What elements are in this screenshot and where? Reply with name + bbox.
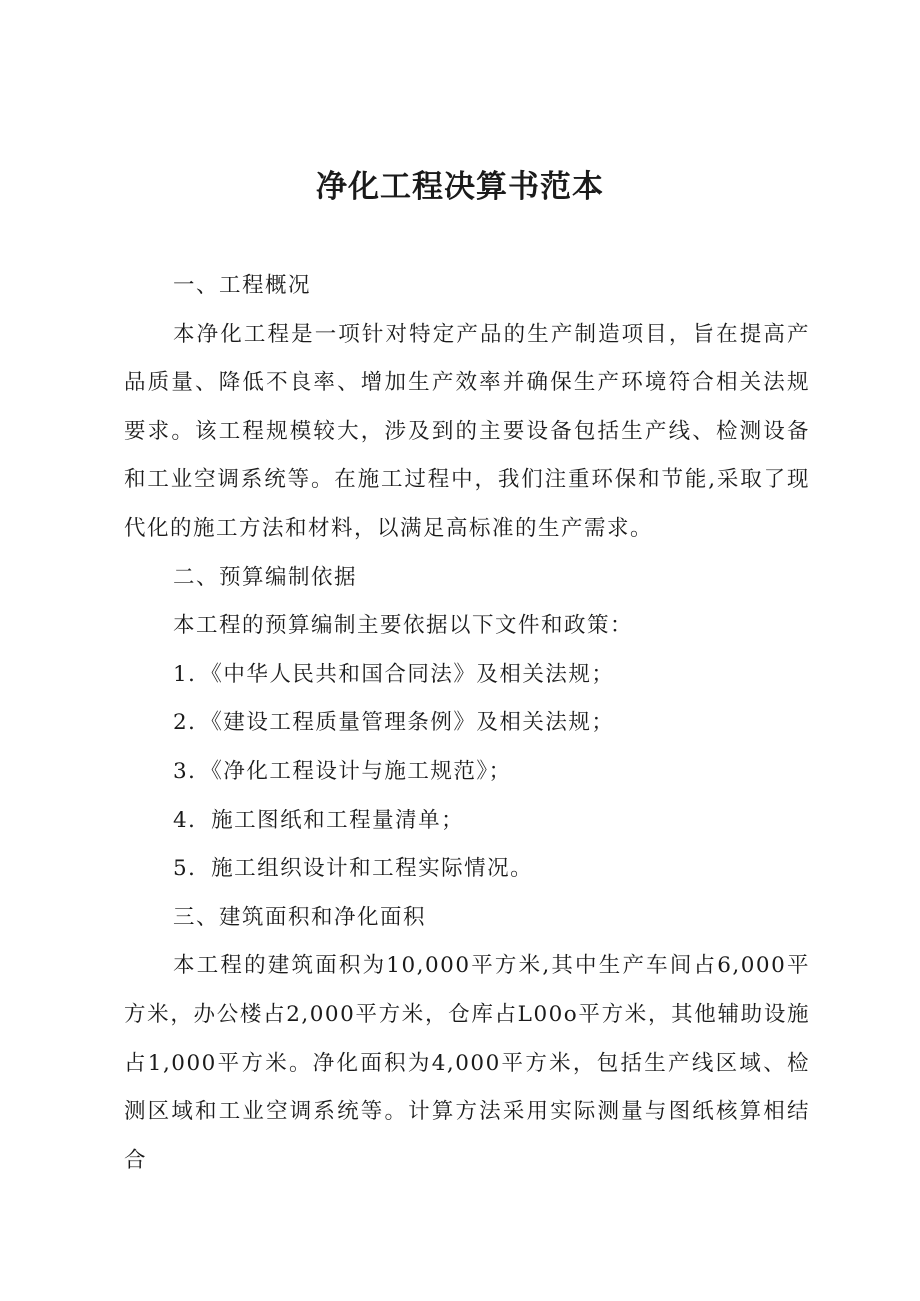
paragraph-overview: 本净化工程是一项针对特定产品的生产制造项目，旨在提高产品质量、降低不良率、增加生产效率并确保生产环境符合相关法规要求。该工程规模较大，涉及到的主要设备包括生产线、检测设备和工业空调系统等。在施工过程中，我们注重环保和节能,采取了现代化的施工方法和材料，以满足高标准的生产需求。 <box>124 321 810 541</box>
section-heading-area: 三、建筑面积和净化面积 <box>173 904 427 930</box>
list-item-basis-4: 4．施工图纸和工程量清单； <box>173 807 465 833</box>
list-item-basis-1: 1．《中华人民共和国合同法》及相关法规； <box>173 661 615 687</box>
document-body <box>124 262 810 1185</box>
list-item-basis-2: 2．《建设工程质量管理条例》及相关法规； <box>173 710 615 736</box>
paragraph-area: 本工程的建筑面积为10,000平方米,其中生产车间占6,000平方米，办公楼占2,000平方米，仓库占L00o平方米，其他辅助设施占1,000平方米。净化面积为4,000平方米，包括生产线区域、检测区域和工业空调系统等。计算方法采用实际测量与图纸核算相结合 <box>124 953 810 1173</box>
section-heading-overview: 一、工程概况 <box>173 273 312 298</box>
list-item-basis-5: 5．施工组织设计和工程实际情况。 <box>173 856 534 882</box>
paragraph-budget-intro: 本工程的预算编制主要依据以下文件和政策： <box>173 613 634 639</box>
section-heading-budget-basis: 二、预算编制依据 <box>173 564 358 590</box>
list-item-basis-3: 3．《净化工程设计与施工规范》； <box>173 758 512 784</box>
document-title: 净化工程决算书范本 <box>316 169 604 205</box>
